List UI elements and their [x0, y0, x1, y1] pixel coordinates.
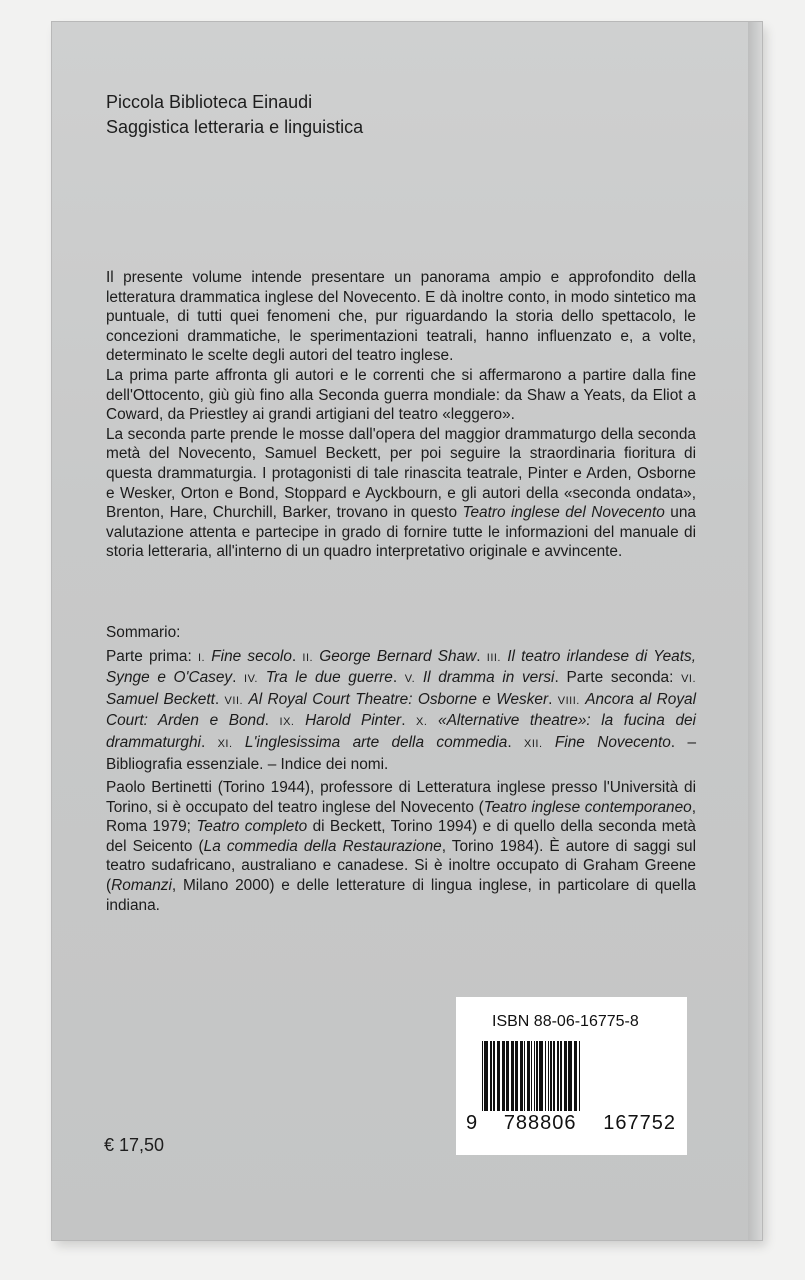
barcode-bar: [520, 1041, 523, 1111]
bio-work-title: Romanzi: [111, 876, 172, 894]
barcode-bar: [579, 1041, 580, 1111]
barcode-bar: [527, 1041, 530, 1111]
author-bio-text: [106, 778, 696, 915]
barcode-bar: [511, 1041, 514, 1111]
chapter-number: X.: [416, 716, 428, 729]
author-bio: [106, 778, 696, 915]
chapter-number: VI.: [681, 673, 697, 686]
barcode-bar: [482, 1041, 483, 1111]
barcode-bar: [506, 1041, 509, 1111]
chapter-number: V.: [404, 673, 416, 686]
chapter-title: Fine secolo: [211, 647, 292, 665]
bio-text: , Torino 1984). È autore di saggi sul teatro sudafricano, australiano e canadese. Si è inoltre occupato di Graham Greene (: [106, 837, 696, 894]
barcode-bar: [502, 1041, 505, 1111]
chapter-number: IV.: [244, 673, 258, 686]
blurb-p3-end: una valutazione attenta e partecipe in grado di fornire tutte le informazioni del manuale di storia letteraria, all'interno di un quadro interpretativo originale e avvincente.: [106, 504, 696, 561]
ean-left-group: 788806: [503, 1112, 577, 1134]
chapter-number: VII.: [224, 694, 244, 707]
chapter-number: II.: [302, 651, 314, 664]
bio-work-title: Teatro inglese contemporaneo: [483, 798, 692, 816]
part-one-label: Parte prima:: [106, 647, 192, 665]
summary-body: Parte prima: I. Fine secolo. II. George Bernard Shaw. III. Il teatro irlandese di Yeats, Synge e O'Casey. IV. Tra le due guerre. V. Il dramma in versi. Parte seconda: VI. Samuel Beckett. VII. Al Royal Court Theatre: Osborne e Wesker. VIII. Ancora al Royal Court: Arden e Bond. IX. Harold Pinter. X. «Alternative theatre»: la fucina dei drammaturghi. XI. L'inglesissima arte della commedia. XII. Fine Novecento. – Bibliografia essenziale. – Indice dei nomi.: [106, 647, 697, 773]
barcode-bar: [548, 1041, 549, 1111]
blurb-p3-start: La seconda parte prende le mosse dall'opera del maggior drammaturgo della seconda metà del Novecento, Samuel Beckett, per poi seguire la straordinaria fioritura di questa drammaturgia. I protagonisti di tale rinascita teatrale, Pinter e Arden, Osborne e Wesker, Orton e Bond, Stoppard e Ayckbourn, e gli autori della «seconda ondata», Brenton, Hare, Churchill, Barker, trovano in questo: [106, 425, 696, 522]
blurb-paragraph-3: [106, 425, 696, 562]
chapter-title: Il teatro irlandese di Yeats, Synge e O'Casey: [106, 647, 696, 687]
chapter-title: Harold Pinter: [305, 712, 402, 730]
isbn-label: ISBN 88-06-16775-8: [492, 1013, 639, 1030]
chapter-title: Al Royal Court Theatre: Osborne e Wesker: [248, 690, 549, 708]
chapter-title: «Alternative theatre»: la fucina dei drammaturghi: [106, 712, 696, 751]
barcode-bar: [497, 1041, 500, 1111]
barcode-bar: [550, 1041, 552, 1111]
barcode-bar: [515, 1041, 518, 1111]
blurb-paragraph-1: Il presente volume intende presentare un panorama ampio e approfondito della letteratura drammatica inglese del Novecento. E dà inoltre conto, in modo sintetico ma puntuale, di tutti quei fenomeni che, pur riguardando la storia dello spettacolo, le concezioni drammatiche, le sperimentazioni teatrali, hanno influenzato e, a volte, determinato le scelte degli autori del teatro inglese.: [106, 269, 696, 365]
table-of-contents: [106, 623, 696, 774]
bio-text: di Beckett, Torino 1994) e di quello della seconda metà del Seicento (: [106, 818, 696, 855]
chapter-title: Fine Novecento: [554, 733, 671, 751]
barcode-bar: [564, 1041, 567, 1111]
barcode-bar: [531, 1041, 532, 1111]
bio-text: Paolo Bertinetti (Torino 1944), professore di Letteratura inglese presso l'Università di Torino, si è occupato del teatro inglese del Novecento (: [106, 779, 696, 816]
barcode-bar: [493, 1041, 495, 1111]
price: € 17,50: [104, 1135, 165, 1155]
bio-work-title: Teatro completo: [196, 818, 308, 836]
book-spine-edge: [748, 22, 762, 1240]
chapter-title: Samuel Beckett: [106, 690, 215, 708]
ean-first-digit: 9: [466, 1112, 478, 1134]
isbn-sticker: [456, 997, 687, 1155]
chapter-number: III.: [486, 651, 501, 664]
blurb: [106, 268, 696, 562]
blurb-paragraph-2: La prima parte affronta gli autori e le correnti che si affermarono a partire dalla fine dell'Ottocento, giù giù fino alla Seconda guerra mondiale: da Shaw a Yeats, da Eliot a Coward, da Priestley ai grandi artigiani del teatro «leggero».: [106, 366, 696, 424]
chapter-number: XII.: [524, 737, 543, 750]
series-heading: [106, 90, 606, 140]
barcode-bar: [524, 1041, 525, 1111]
bio-text: , Milano 2000) e delle letterature di lingua inglese, in particolare di quella indiana.: [106, 876, 696, 914]
chapter-title: L'inglesissima arte della commedia: [244, 733, 508, 751]
bio-text: , Roma 1979;: [106, 798, 696, 836]
series-subtitle: Saggistica letteraria e linguistica: [106, 117, 364, 137]
chapter-title: George Bernard Shaw: [319, 647, 477, 665]
book-title-mention: Teatro inglese del Novecento: [462, 504, 665, 522]
ean-digits: [466, 1112, 678, 1135]
barcode-bar: [574, 1041, 577, 1111]
chapter-number: XI.: [217, 737, 233, 750]
barcode-bar: [490, 1041, 492, 1111]
series-name: Piccola Biblioteca Einaudi: [106, 92, 313, 112]
chapter-title: Ancora al Royal Court: Arden e Bond: [106, 690, 697, 730]
chapter-number: VIII.: [557, 694, 580, 707]
chapter-number: IX.: [279, 716, 295, 729]
barcode-bar: [484, 1041, 488, 1111]
barcode-bar: [557, 1041, 559, 1111]
bio-work-title: La commedia della Restaurazione: [203, 837, 442, 855]
barcode-bar: [568, 1041, 572, 1111]
chapter-title: Tra le due guerre: [265, 669, 393, 687]
summary-appendix: – Bibliografia essenziale. – Indice dei nomi.: [106, 733, 696, 773]
barcode-bar: [560, 1041, 562, 1111]
barcode-bar: [553, 1041, 555, 1111]
barcode-bar: [545, 1041, 546, 1111]
ean-right-group: 167752: [603, 1112, 676, 1134]
chapter-title: Il dramma in versi: [422, 669, 555, 687]
barcode-bar: [536, 1041, 538, 1111]
chapter-number: I.: [197, 651, 206, 664]
barcode-bar: [539, 1041, 543, 1111]
summary-heading: Sommario:: [106, 624, 181, 641]
barcode-bar: [534, 1041, 535, 1111]
part-two-label: Parte seconda:: [566, 669, 674, 687]
